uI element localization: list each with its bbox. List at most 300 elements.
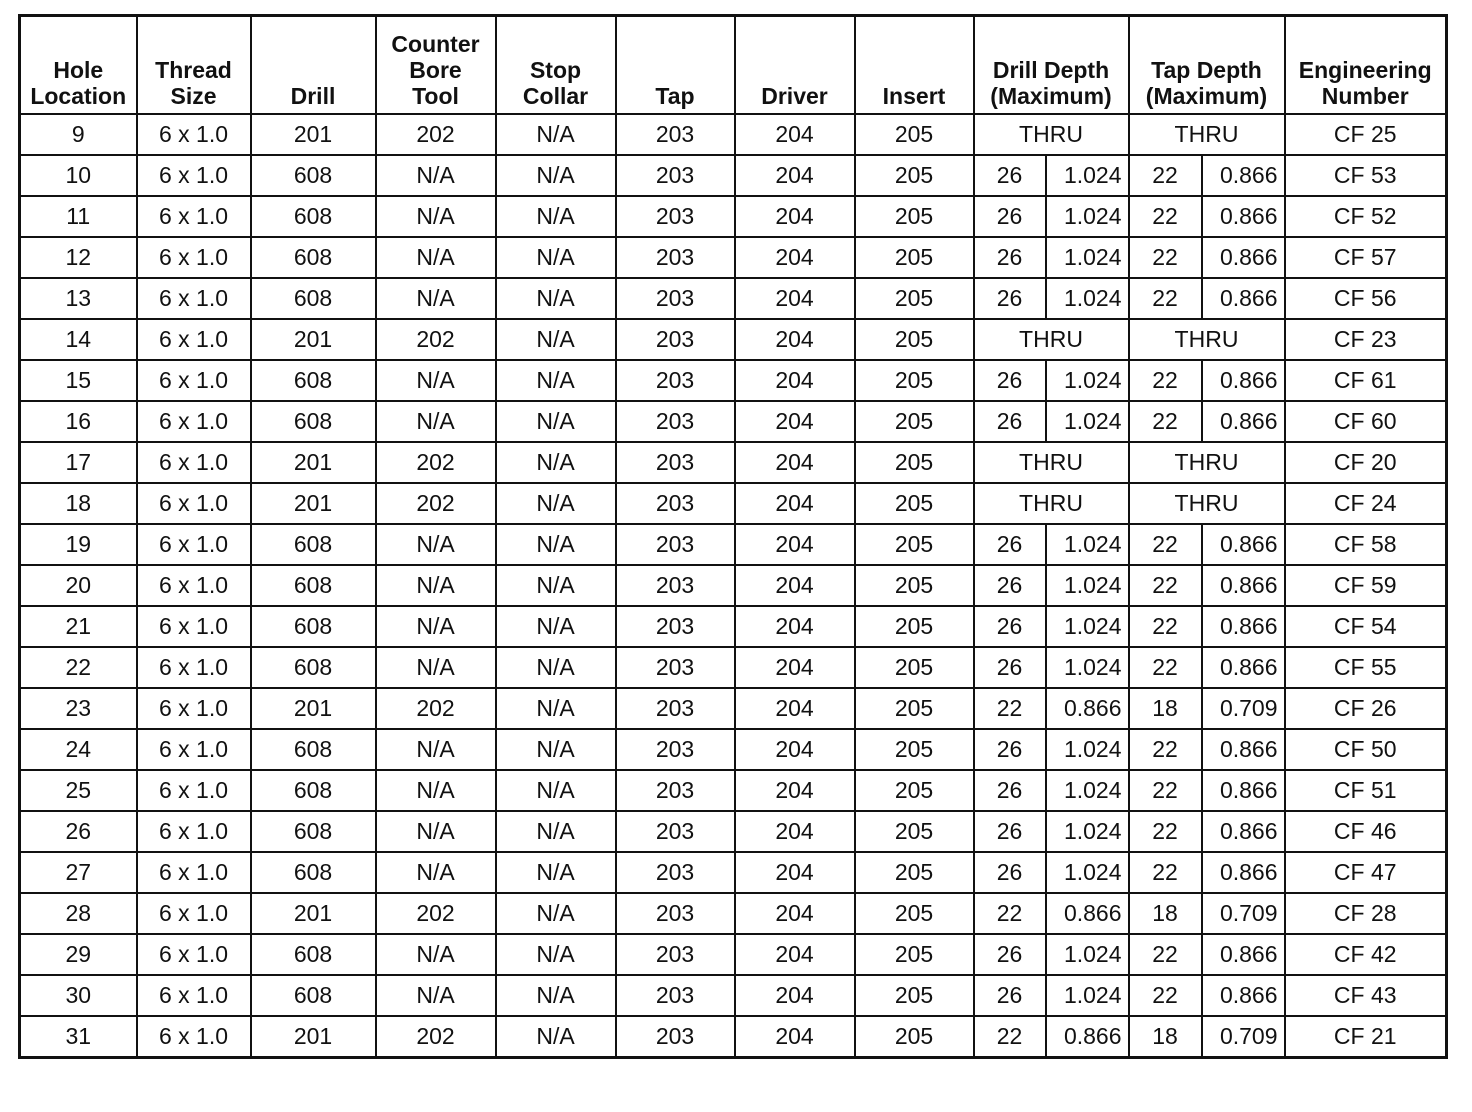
column-header-thread-size (137, 16, 251, 115)
drill-depth-inch-cell: 1.024 (1046, 237, 1129, 278)
stop-collar-cell: N/A (496, 278, 616, 319)
tap-depth-inch-cell: 0.866 (1202, 237, 1285, 278)
hole-location-cell: 27 (20, 852, 137, 893)
hole-location-cell: 11 (20, 196, 137, 237)
insert-cell: 205 (855, 401, 974, 442)
thread-size-cell: 6 x 1.0 (137, 934, 251, 975)
hole-location-cell: 9 (20, 114, 137, 155)
tap-cell: 203 (616, 196, 735, 237)
tap-cell: 203 (616, 237, 735, 278)
stop-collar-cell: N/A (496, 360, 616, 401)
column-header-stop-collar (496, 16, 616, 115)
hole-location-cell: 17 (20, 442, 137, 483)
insert-cell: 205 (855, 975, 974, 1016)
hole-location-cell: 30 (20, 975, 137, 1016)
table-row (20, 647, 1447, 688)
table-row (20, 606, 1447, 647)
stop-collar-cell: N/A (496, 483, 616, 524)
column-header-line: Driver (761, 83, 828, 109)
table-row (20, 114, 1447, 155)
tap-depth-mm-cell: 22 (1129, 852, 1202, 893)
counter-bore-tool-cell: N/A (376, 770, 496, 811)
column-header-drill-depth (974, 16, 1129, 115)
thread-size-cell: 6 x 1.0 (137, 114, 251, 155)
tap-depth-mm-cell: 22 (1129, 278, 1202, 319)
tap-depth-inch-cell: 0.866 (1202, 524, 1285, 565)
thread-size-cell: 6 x 1.0 (137, 360, 251, 401)
tap-depth-inch-cell: 0.709 (1202, 1016, 1285, 1058)
driver-cell: 204 (735, 524, 855, 565)
table-row (20, 770, 1447, 811)
insert-cell: 205 (855, 278, 974, 319)
tap-cell: 203 (616, 278, 735, 319)
tap-depth-inch-cell: 0.709 (1202, 688, 1285, 729)
tap-depth-inch-cell: 0.866 (1202, 729, 1285, 770)
table-row (20, 811, 1447, 852)
tap-cell: 203 (616, 360, 735, 401)
tap-depth-inch-cell: 0.866 (1202, 770, 1285, 811)
insert-cell: 205 (855, 893, 974, 934)
drill-cell: 201 (251, 319, 376, 360)
drill-depth-mm-cell: 26 (974, 647, 1046, 688)
counter-bore-tool-cell: N/A (376, 852, 496, 893)
tap-depth-inch-cell: 0.866 (1202, 934, 1285, 975)
engineering-number-cell: CF 58 (1285, 524, 1447, 565)
stop-collar-cell: N/A (496, 647, 616, 688)
thread-size-cell: 6 x 1.0 (137, 688, 251, 729)
drill-depth-inch-cell: 1.024 (1046, 975, 1129, 1016)
drill-depth-inch-cell: 1.024 (1046, 606, 1129, 647)
tap-depth-mm-cell: 22 (1129, 196, 1202, 237)
tap-depth-thru-cell: THRU (1129, 114, 1285, 155)
driver-cell: 204 (735, 893, 855, 934)
insert-cell: 205 (855, 729, 974, 770)
stop-collar-cell: N/A (496, 565, 616, 606)
engineering-number-cell: CF 52 (1285, 196, 1447, 237)
column-header-line: (Maximum) (990, 83, 1112, 109)
hole-location-cell: 28 (20, 893, 137, 934)
drill-cell: 608 (251, 360, 376, 401)
tap-cell: 203 (616, 893, 735, 934)
drill-depth-mm-cell: 26 (974, 729, 1046, 770)
tap-depth-inch-cell: 0.709 (1202, 893, 1285, 934)
thread-size-cell: 6 x 1.0 (137, 770, 251, 811)
column-header-line: Tap Depth (1151, 57, 1262, 83)
spec-sheet (18, 14, 1448, 1059)
tap-depth-mm-cell: 22 (1129, 729, 1202, 770)
insert-cell: 205 (855, 442, 974, 483)
drill-depth-inch-cell: 1.024 (1046, 647, 1129, 688)
drill-cell: 608 (251, 278, 376, 319)
insert-cell: 205 (855, 114, 974, 155)
insert-cell: 205 (855, 606, 974, 647)
drill-cell: 608 (251, 647, 376, 688)
hole-location-cell: 10 (20, 155, 137, 196)
counter-bore-tool-cell: 202 (376, 1016, 496, 1058)
driver-cell: 204 (735, 319, 855, 360)
counter-bore-tool-cell: 202 (376, 319, 496, 360)
insert-cell: 205 (855, 811, 974, 852)
counter-bore-tool-cell: 202 (376, 893, 496, 934)
insert-cell: 205 (855, 196, 974, 237)
counter-bore-tool-cell: N/A (376, 237, 496, 278)
counter-bore-tool-cell: N/A (376, 934, 496, 975)
counter-bore-tool-cell: N/A (376, 196, 496, 237)
driver-cell: 204 (735, 811, 855, 852)
thread-size-cell: 6 x 1.0 (137, 729, 251, 770)
tap-depth-inch-cell: 0.866 (1202, 401, 1285, 442)
insert-cell: 205 (855, 237, 974, 278)
table-row (20, 852, 1447, 893)
drill-depth-mm-cell: 22 (974, 688, 1046, 729)
tap-cell: 203 (616, 688, 735, 729)
drill-depth-mm-cell: 22 (974, 893, 1046, 934)
insert-cell: 205 (855, 360, 974, 401)
engineering-number-cell: CF 20 (1285, 442, 1447, 483)
insert-cell: 205 (855, 852, 974, 893)
tap-depth-thru-cell: THRU (1129, 319, 1285, 360)
drill-cell: 201 (251, 1016, 376, 1058)
engineering-number-cell: CF 50 (1285, 729, 1447, 770)
stop-collar-cell: N/A (496, 237, 616, 278)
column-header-line: Thread (155, 57, 232, 83)
engineering-number-cell: CF 57 (1285, 237, 1447, 278)
tap-cell: 203 (616, 565, 735, 606)
drill-depth-inch-cell: 1.024 (1046, 852, 1129, 893)
tap-depth-mm-cell: 22 (1129, 565, 1202, 606)
stop-collar-cell: N/A (496, 852, 616, 893)
insert-cell: 205 (855, 770, 974, 811)
drill-cell: 201 (251, 442, 376, 483)
table-row (20, 893, 1447, 934)
drill-depth-thru-cell: THRU (974, 442, 1129, 483)
header-row (20, 16, 1447, 115)
hole-location-cell: 22 (20, 647, 137, 688)
hole-location-cell: 15 (20, 360, 137, 401)
thread-size-cell: 6 x 1.0 (137, 524, 251, 565)
drill-depth-mm-cell: 26 (974, 278, 1046, 319)
stop-collar-cell: N/A (496, 934, 616, 975)
tap-depth-mm-cell: 22 (1129, 647, 1202, 688)
engineering-number-cell: CF 55 (1285, 647, 1447, 688)
hole-location-cell: 19 (20, 524, 137, 565)
thread-size-cell: 6 x 1.0 (137, 893, 251, 934)
hole-location-cell: 26 (20, 811, 137, 852)
column-header-drill (251, 16, 376, 115)
drill-depth-mm-cell: 26 (974, 975, 1046, 1016)
column-header-insert (855, 16, 974, 115)
stop-collar-cell: N/A (496, 688, 616, 729)
thread-size-cell: 6 x 1.0 (137, 196, 251, 237)
engineering-number-cell: CF 21 (1285, 1016, 1447, 1058)
column-header-line: Stop (529, 57, 582, 83)
driver-cell: 204 (735, 360, 855, 401)
hole-location-cell: 12 (20, 237, 137, 278)
hole-location-cell: 21 (20, 606, 137, 647)
insert-cell: 205 (855, 688, 974, 729)
drill-depth-mm-cell: 26 (974, 524, 1046, 565)
tap-depth-mm-cell: 18 (1129, 1016, 1202, 1058)
insert-cell: 205 (855, 934, 974, 975)
counter-bore-tool-cell: N/A (376, 975, 496, 1016)
tap-cell: 203 (616, 401, 735, 442)
hole-location-cell: 20 (20, 565, 137, 606)
column-header-line: Location (30, 83, 127, 109)
drill-depth-mm-cell: 26 (974, 155, 1046, 196)
insert-cell: 205 (855, 524, 974, 565)
hole-location-cell: 14 (20, 319, 137, 360)
stop-collar-cell: N/A (496, 770, 616, 811)
column-header-line: Drill (290, 83, 336, 109)
tap-depth-inch-cell: 0.866 (1202, 196, 1285, 237)
column-header-line: Insert (882, 83, 946, 109)
tap-depth-mm-cell: 18 (1129, 688, 1202, 729)
drill-cell: 608 (251, 729, 376, 770)
hole-location-cell: 25 (20, 770, 137, 811)
drill-depth-inch-cell: 1.024 (1046, 524, 1129, 565)
engineering-number-cell: CF 43 (1285, 975, 1447, 1016)
drill-cell: 608 (251, 524, 376, 565)
column-header-line: (Maximum) (1145, 83, 1268, 109)
thread-size-cell: 6 x 1.0 (137, 1016, 251, 1058)
table-row (20, 401, 1447, 442)
table-row (20, 319, 1447, 360)
column-header-counter-bore-tool (376, 16, 496, 115)
engineering-number-cell: CF 26 (1285, 688, 1447, 729)
tap-depth-thru-cell: THRU (1129, 442, 1285, 483)
stop-collar-cell: N/A (496, 729, 616, 770)
table-body (20, 114, 1447, 1058)
driver-cell: 204 (735, 401, 855, 442)
tap-depth-inch-cell: 0.866 (1202, 852, 1285, 893)
counter-bore-tool-cell: 202 (376, 483, 496, 524)
column-header-line: Number (1321, 83, 1409, 109)
drill-depth-inch-cell: 1.024 (1046, 770, 1129, 811)
counter-bore-tool-cell: 202 (376, 688, 496, 729)
drill-depth-mm-cell: 26 (974, 196, 1046, 237)
tap-depth-mm-cell: 22 (1129, 934, 1202, 975)
counter-bore-tool-cell: N/A (376, 811, 496, 852)
table-header (20, 16, 1447, 115)
table-row (20, 360, 1447, 401)
engineering-number-cell: CF 46 (1285, 811, 1447, 852)
drill-depth-mm-cell: 22 (974, 1016, 1046, 1058)
drill-depth-mm-cell: 26 (974, 852, 1046, 893)
tap-cell: 203 (616, 934, 735, 975)
driver-cell: 204 (735, 934, 855, 975)
thread-size-cell: 6 x 1.0 (137, 237, 251, 278)
tap-cell: 203 (616, 1016, 735, 1058)
drill-cell: 201 (251, 893, 376, 934)
table-row (20, 442, 1447, 483)
column-header-hole-location (20, 16, 137, 115)
column-header-tap-depth (1129, 16, 1285, 115)
tap-cell: 203 (616, 524, 735, 565)
drill-depth-thru-cell: THRU (974, 483, 1129, 524)
column-header-line: Hole (53, 57, 104, 83)
thread-size-cell: 6 x 1.0 (137, 155, 251, 196)
engineering-number-cell: CF 51 (1285, 770, 1447, 811)
counter-bore-tool-cell: 202 (376, 114, 496, 155)
driver-cell: 204 (735, 442, 855, 483)
insert-cell: 205 (855, 319, 974, 360)
tap-depth-mm-cell: 22 (1129, 401, 1202, 442)
driver-cell: 204 (735, 237, 855, 278)
drill-cell: 201 (251, 688, 376, 729)
drill-depth-inch-cell: 1.024 (1046, 565, 1129, 606)
drill-depth-inch-cell: 1.024 (1046, 811, 1129, 852)
column-header-tap (616, 16, 735, 115)
tap-cell: 203 (616, 811, 735, 852)
tap-depth-thru-cell: THRU (1129, 483, 1285, 524)
engineering-number-cell: CF 25 (1285, 114, 1447, 155)
drill-depth-mm-cell: 26 (974, 401, 1046, 442)
stop-collar-cell: N/A (496, 155, 616, 196)
thread-size-cell: 6 x 1.0 (137, 401, 251, 442)
tap-depth-inch-cell: 0.866 (1202, 155, 1285, 196)
tap-depth-mm-cell: 22 (1129, 237, 1202, 278)
thread-size-cell: 6 x 1.0 (137, 565, 251, 606)
table-row (20, 155, 1447, 196)
driver-cell: 204 (735, 196, 855, 237)
tap-depth-inch-cell: 0.866 (1202, 360, 1285, 401)
stop-collar-cell: N/A (496, 401, 616, 442)
drill-cell: 608 (251, 196, 376, 237)
thread-size-cell: 6 x 1.0 (137, 606, 251, 647)
drill-depth-mm-cell: 26 (974, 606, 1046, 647)
thread-size-cell: 6 x 1.0 (137, 483, 251, 524)
driver-cell: 204 (735, 155, 855, 196)
table-row (20, 1016, 1447, 1058)
drill-depth-inch-cell: 1.024 (1046, 196, 1129, 237)
column-header-line: Drill Depth (992, 57, 1110, 83)
column-header-line: Tool (412, 83, 459, 109)
tap-depth-inch-cell: 0.866 (1202, 811, 1285, 852)
drill-cell: 608 (251, 770, 376, 811)
driver-cell: 204 (735, 483, 855, 524)
insert-cell: 205 (855, 483, 974, 524)
driver-cell: 204 (735, 729, 855, 770)
tap-cell: 203 (616, 647, 735, 688)
counter-bore-tool-cell: N/A (376, 278, 496, 319)
tap-cell: 203 (616, 606, 735, 647)
drill-cell: 608 (251, 565, 376, 606)
driver-cell: 204 (735, 770, 855, 811)
drill-depth-mm-cell: 26 (974, 237, 1046, 278)
engineering-number-cell: CF 28 (1285, 893, 1447, 934)
hole-location-cell: 18 (20, 483, 137, 524)
column-header-line: Tap (655, 83, 695, 109)
drill-cell: 608 (251, 606, 376, 647)
counter-bore-tool-cell: N/A (376, 729, 496, 770)
drill-cell: 608 (251, 155, 376, 196)
counter-bore-tool-cell: N/A (376, 155, 496, 196)
stop-collar-cell: N/A (496, 975, 616, 1016)
thread-size-cell: 6 x 1.0 (137, 975, 251, 1016)
stop-collar-cell: N/A (496, 319, 616, 360)
counter-bore-tool-cell: N/A (376, 401, 496, 442)
tap-depth-mm-cell: 22 (1129, 811, 1202, 852)
tap-depth-inch-cell: 0.866 (1202, 606, 1285, 647)
hole-location-cell: 24 (20, 729, 137, 770)
drill-depth-mm-cell: 26 (974, 811, 1046, 852)
drill-depth-inch-cell: 1.024 (1046, 278, 1129, 319)
drill-depth-mm-cell: 26 (974, 770, 1046, 811)
hole-location-cell: 13 (20, 278, 137, 319)
drill-depth-inch-cell: 1.024 (1046, 360, 1129, 401)
thread-size-cell: 6 x 1.0 (137, 811, 251, 852)
tap-depth-mm-cell: 22 (1129, 155, 1202, 196)
counter-bore-tool-cell: N/A (376, 360, 496, 401)
stop-collar-cell: N/A (496, 1016, 616, 1058)
thread-size-cell: 6 x 1.0 (137, 319, 251, 360)
hole-spec-table (18, 14, 1448, 1059)
engineering-number-cell: CF 56 (1285, 278, 1447, 319)
table-row (20, 975, 1447, 1016)
tap-depth-inch-cell: 0.866 (1202, 278, 1285, 319)
column-header-line: Counter (391, 31, 480, 57)
tap-cell: 203 (616, 770, 735, 811)
tap-depth-mm-cell: 22 (1129, 770, 1202, 811)
driver-cell: 204 (735, 278, 855, 319)
column-header-line: Bore (409, 57, 462, 83)
stop-collar-cell: N/A (496, 811, 616, 852)
thread-size-cell: 6 x 1.0 (137, 647, 251, 688)
drill-cell: 608 (251, 852, 376, 893)
table-row (20, 688, 1447, 729)
drill-depth-inch-cell: 0.866 (1046, 688, 1129, 729)
engineering-number-cell: CF 24 (1285, 483, 1447, 524)
tap-cell: 203 (616, 729, 735, 770)
drill-depth-inch-cell: 1.024 (1046, 155, 1129, 196)
table-row (20, 565, 1447, 606)
tap-depth-mm-cell: 22 (1129, 524, 1202, 565)
drill-depth-mm-cell: 26 (974, 360, 1046, 401)
insert-cell: 205 (855, 565, 974, 606)
engineering-number-cell: CF 42 (1285, 934, 1447, 975)
drill-cell: 608 (251, 811, 376, 852)
table-row (20, 278, 1447, 319)
tap-depth-mm-cell: 22 (1129, 975, 1202, 1016)
thread-size-cell: 6 x 1.0 (137, 852, 251, 893)
counter-bore-tool-cell: N/A (376, 524, 496, 565)
hole-location-cell: 31 (20, 1016, 137, 1058)
hole-location-cell: 23 (20, 688, 137, 729)
tap-cell: 203 (616, 975, 735, 1016)
drill-depth-mm-cell: 26 (974, 934, 1046, 975)
stop-collar-cell: N/A (496, 114, 616, 155)
driver-cell: 204 (735, 606, 855, 647)
stop-collar-cell: N/A (496, 893, 616, 934)
counter-bore-tool-cell: N/A (376, 565, 496, 606)
engineering-number-cell: CF 61 (1285, 360, 1447, 401)
stop-collar-cell: N/A (496, 196, 616, 237)
drill-depth-inch-cell: 0.866 (1046, 893, 1129, 934)
stop-collar-cell: N/A (496, 524, 616, 565)
engineering-number-cell: CF 59 (1285, 565, 1447, 606)
insert-cell: 205 (855, 647, 974, 688)
hole-location-cell: 16 (20, 401, 137, 442)
table-row (20, 196, 1447, 237)
drill-depth-inch-cell: 1.024 (1046, 401, 1129, 442)
engineering-number-cell: CF 60 (1285, 401, 1447, 442)
drill-cell: 608 (251, 934, 376, 975)
tap-depth-mm-cell: 22 (1129, 360, 1202, 401)
stop-collar-cell: N/A (496, 442, 616, 483)
driver-cell: 204 (735, 565, 855, 606)
drill-depth-inch-cell: 1.024 (1046, 729, 1129, 770)
drill-cell: 608 (251, 401, 376, 442)
